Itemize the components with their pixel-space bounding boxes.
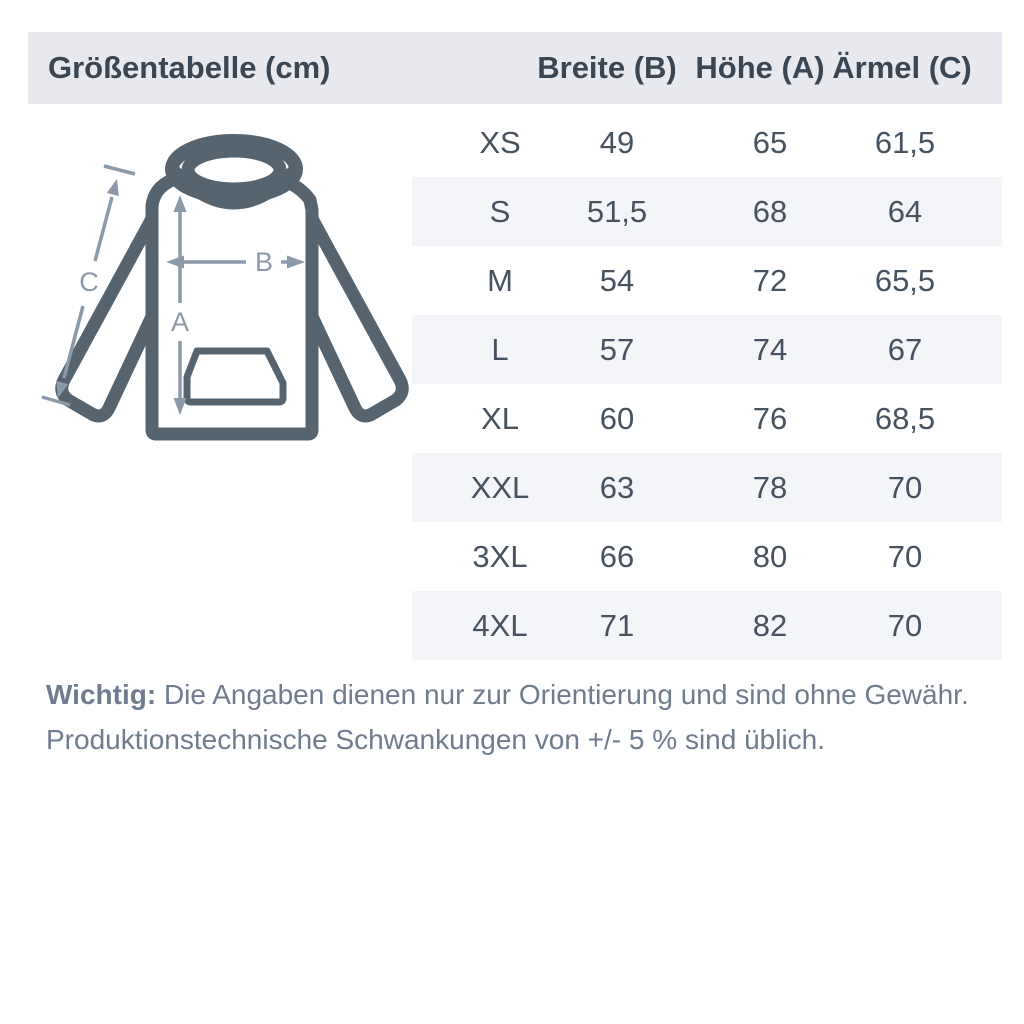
hoehe-value: 76	[752, 400, 788, 436]
size-table	[412, 108, 1002, 660]
column-header-breite: Breite (B)	[537, 50, 677, 85]
breite-value: 51,5	[586, 193, 648, 229]
size-label: S	[489, 193, 511, 229]
aermel-value: 61,5	[874, 124, 936, 160]
column-header-aermel: Ärmel (C)	[832, 50, 972, 85]
aermel-value: 68,5	[874, 400, 936, 436]
breite-value: 63	[599, 469, 635, 505]
table-row-3xl	[412, 522, 1002, 591]
kangaroo-pocket	[187, 351, 283, 402]
label-b: B	[254, 247, 274, 277]
table-row-s	[412, 177, 1002, 246]
size-label: XL	[481, 400, 519, 436]
size-label: XXL	[470, 469, 530, 505]
size-label: L	[491, 331, 509, 367]
hoehe-value: 80	[752, 538, 788, 574]
disclaimer-line-1	[46, 672, 976, 717]
table-row-l	[412, 315, 1002, 384]
aermel-value: 65,5	[874, 262, 936, 298]
table-row-xl	[412, 384, 1002, 453]
hoehe-value: 72	[752, 262, 788, 298]
column-header-hoehe: Höhe (A)	[695, 50, 825, 85]
label-a: A	[170, 307, 190, 337]
hoehe-value: 74	[752, 331, 788, 367]
breite-value: 57	[599, 331, 635, 367]
size-label: 3XL	[472, 538, 528, 574]
page-title: Größentabelle (cm)	[48, 50, 331, 85]
table-row-xxl	[412, 453, 1002, 522]
aermel-value: 64	[887, 193, 923, 229]
table-row-4xl	[412, 591, 1002, 660]
aermel-value: 67	[887, 331, 923, 367]
size-label: XS	[479, 124, 521, 160]
hoehe-value: 78	[752, 469, 788, 505]
aermel-value: 70	[887, 538, 923, 574]
breite-value: 60	[599, 400, 635, 436]
hood-inner-ring	[188, 151, 280, 189]
aermel-value: 70	[887, 469, 923, 505]
breite-value: 49	[599, 124, 635, 160]
disclaimer-text-1: Die Angaben dienen nur zur Orientierung und sind ohne Gewähr.	[156, 679, 969, 710]
label-c: C	[79, 267, 99, 297]
size-label: 4XL	[472, 607, 528, 643]
disclaimer-prefix: Wichtig:	[46, 679, 157, 710]
table-row-m	[412, 246, 1002, 315]
breite-value: 54	[599, 262, 635, 298]
disclaimer-line-2: Produktionstechnische Schwankungen von +/- 5 % sind üblich.	[46, 724, 826, 755]
aermel-value: 70	[887, 607, 923, 643]
breite-value: 66	[599, 538, 635, 574]
disclaimer	[46, 672, 976, 762]
table-row-xs	[412, 108, 1002, 177]
hoehe-value: 82	[752, 607, 788, 643]
size-label: M	[487, 262, 513, 298]
breite-value: 71	[599, 607, 635, 643]
hoehe-value: 68	[752, 193, 788, 229]
hoehe-value: 65	[752, 124, 788, 160]
